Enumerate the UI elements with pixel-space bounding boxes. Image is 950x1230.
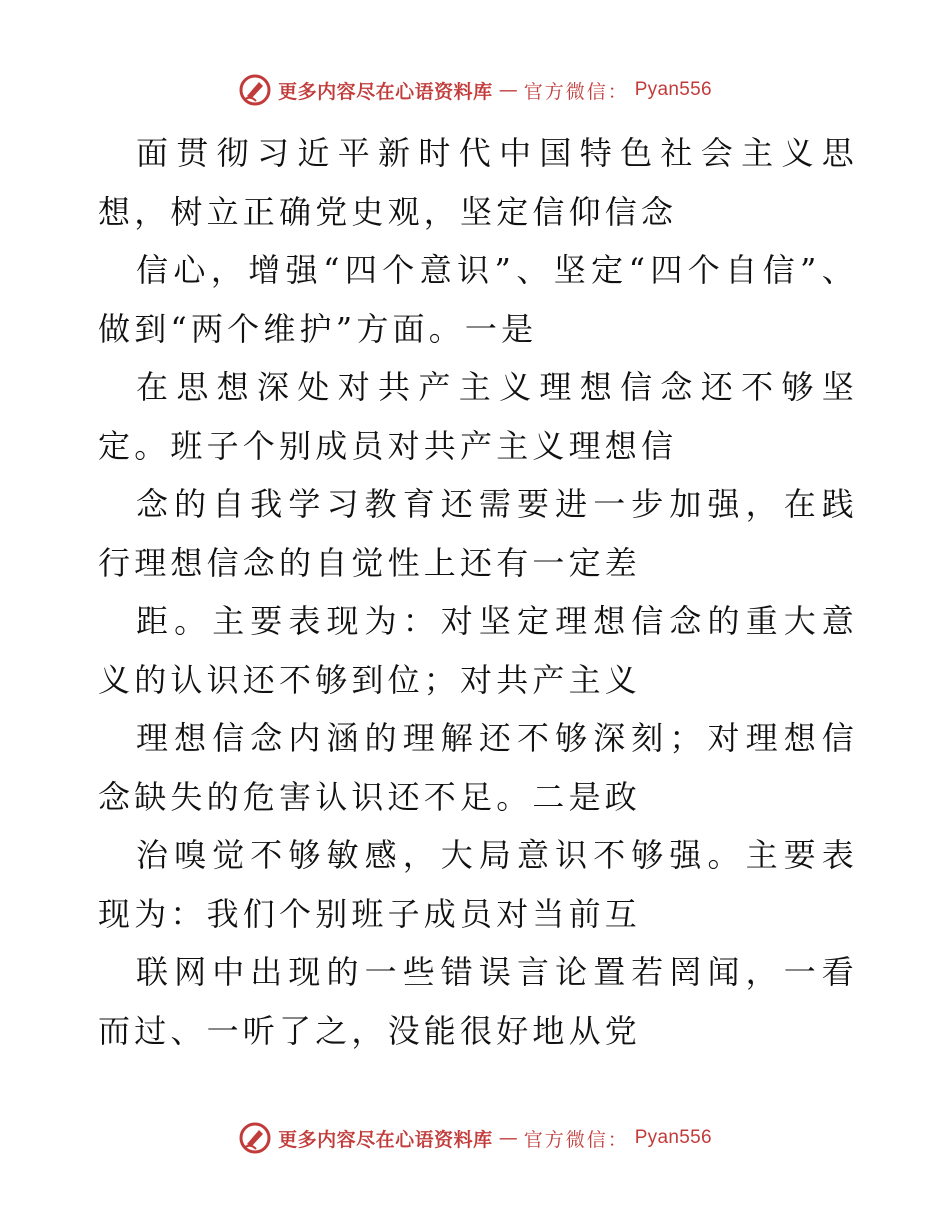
banner-separator: — — [498, 1127, 518, 1149]
seal-logo-icon — [238, 73, 272, 107]
wechat-id: Pyan556 — [634, 79, 712, 100]
paragraph: 念的自我学习教育还需要进一步加强，在践行理想信念的自觉性上还有一定差 — [98, 485, 858, 582]
seal-logo-icon — [238, 1121, 272, 1155]
paragraph: 面贯彻习近平新时代中国特色社会主义思想，树立正确党史观，坚定信仰信念 — [98, 134, 858, 231]
paragraph: 治嗅觉不够敏感，大局意识不够强。主要表现为：我们个别班子成员对当前互 — [98, 836, 858, 933]
brand-text: 更多内容尽在心语资料库 — [278, 1128, 493, 1151]
paragraph: 信心，增强“四个意识”、坚定“四个自信”、做到“两个维护”方面。一是 — [98, 251, 858, 348]
footer-banner — [0, 1118, 950, 1158]
wechat-label: 官方微信： — [523, 80, 629, 103]
paragraph: 距。主要表现为：对坚定理想信念的重大意义的认识还不够到位；对共产主义 — [98, 602, 858, 699]
paragraph: 联网中出现的一些错误言论置若罔闻，一看而过、一听了之，没能很好地从党 — [98, 953, 858, 1050]
wechat-id: Pyan556 — [634, 1127, 712, 1148]
header-banner — [0, 70, 950, 110]
brand-text: 更多内容尽在心语资料库 — [278, 80, 493, 103]
paragraph: 理想信念内涵的理解还不够深刻；对理想信念缺失的危害认识还不足。二是政 — [98, 719, 858, 816]
paragraph: 在思想深处对共产主义理想信念还不够坚定。班子个别成员对共产主义理想信 — [98, 368, 858, 465]
banner-separator: — — [498, 79, 518, 101]
wechat-label: 官方微信： — [523, 1128, 629, 1151]
document-body — [98, 124, 858, 1060]
